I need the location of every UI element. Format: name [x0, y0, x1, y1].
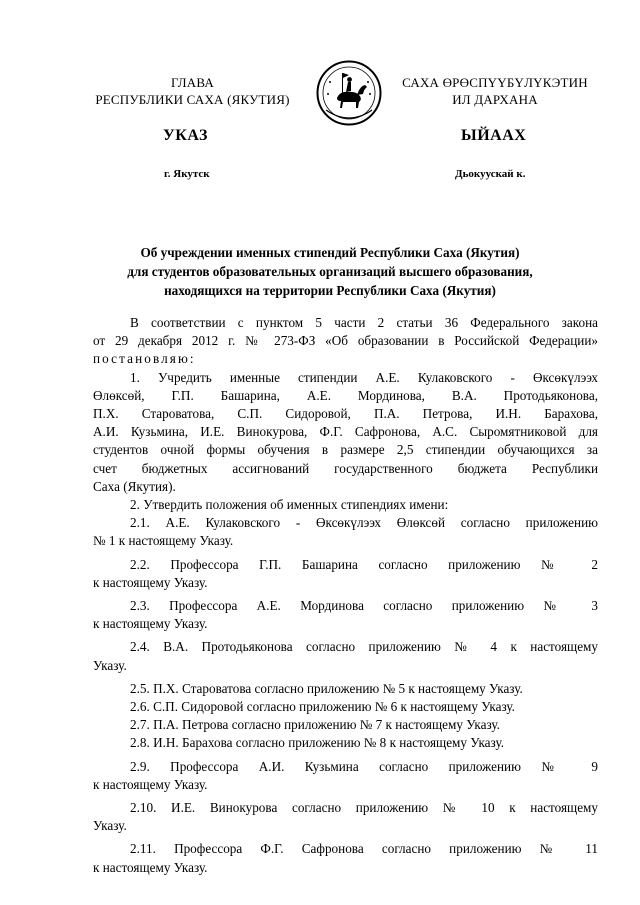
subitem-2-7: 2.7. П.А. Петрова согласно приложению № 7 к настоящему Указу.	[130, 717, 500, 733]
decree-body	[93, 314, 598, 877]
subitem-2-11-line2: к настоящему Указу.	[93, 859, 208, 875]
subitem-2-5: 2.5. П.Х. Староватова согласно приложению № 5 к настоящему Указу.	[130, 680, 523, 696]
subitem-2-1-line1: 2.1. А.Е. Кулаковского - Өксөкүлээх Өлөксөй согласно приложению	[130, 515, 598, 531]
subitem-2-8: 2.8. И.Н. Барахова согласно приложению № 8 к настоящему Указу.	[130, 735, 505, 751]
city-russian: г. Якутск	[164, 168, 210, 180]
subitem-2-3-line2: к настоящему Указу.	[93, 616, 208, 632]
city-yakut: Дьокуускай к.	[455, 168, 526, 180]
subitem-2-1-line2: № 1 к настоящему Указу.	[93, 533, 234, 549]
subitem-2-9-line2: к настоящему Указу.	[93, 776, 208, 792]
subitem-2-4-line1: 2.4. В.А. Протодьяконова согласно приложению № 4 к настоящему	[130, 639, 598, 655]
item1-line7: Саха (Якутия).	[93, 478, 176, 494]
title-line1: Об учреждении именных стипендий Республики Саха (Якутия)	[140, 245, 520, 260]
decree-title	[60, 243, 600, 300]
subitem-2-11-line1: 2.11. Профессора Ф.Г. Сафронова согласно приложению № 11	[130, 841, 598, 857]
item1-line5: студентов очной формы обучения в размере 2,5 стипендии обучающихся за	[93, 442, 598, 458]
header-left	[80, 74, 305, 108]
header-right-line2: ИЛ ДАРХАНА	[452, 92, 538, 107]
header-left-line2: РЕСПУБЛИКИ САХА (ЯКУТИЯ)	[95, 92, 290, 107]
preamble-line2: от 29 декабря 2012 г. № 273-ФЗ «Об образовании в Российской Федерации»	[93, 333, 598, 349]
item1-line6: счет бюджетных ассигнований государственного бюджета Республики	[93, 460, 598, 476]
header-right	[385, 74, 605, 108]
item1-line3: П.Х. Староватова, С.П. Сидоровой, П.А. Петрова, И.Н. Барахова,	[93, 406, 598, 422]
preamble-line1: В соответствии с пунктом 5 части 2 статьи 36 Федерального закона	[130, 315, 598, 330]
republic-sakha-emblem-icon	[316, 60, 382, 126]
doc-type-yakut: ЫЙААХ	[461, 127, 527, 144]
decree-word: постановляю:	[93, 351, 196, 367]
subitem-2-10-line2: Указу.	[93, 818, 127, 834]
subitem-2-6: 2.6. С.П. Сидоровой согласно приложению № 6 к настоящему Указу.	[130, 699, 515, 715]
subitem-2-10-line1: 2.10. И.Е. Винокурова согласно приложению № 10 к настоящему	[130, 800, 598, 816]
item2: 2. Утвердить положения об именных стипендиях имени:	[130, 497, 449, 513]
subitem-2-9-line1: 2.9. Профессора А.И. Кузьмина согласно приложению № 9	[130, 758, 598, 774]
item1-line1: 1. Учредить именные стипендии А.Е. Кулаковского - Өксөкүлээх	[130, 369, 598, 385]
subitem-2-2-line2: к настоящему Указу.	[93, 574, 208, 590]
item1-line4: А.И. Кузьмина, И.Е. Винокурова, Ф.Г. Сафронова, А.С. Сыромятниковой для	[93, 424, 598, 440]
title-line2: для студентов образовательных организаций высшего образования,	[127, 264, 533, 279]
title-line3: находящихся на территории Республики Саха (Якутия)	[164, 283, 496, 298]
doc-type-russian: УКАЗ	[163, 127, 208, 144]
item1-line2: Өлөксөй, Г.П. Башарина, А.Е. Мординова, В.А. Протодьяконова,	[93, 387, 598, 403]
subitem-2-4-line2: Указу.	[93, 657, 127, 673]
subitem-2-3-line1: 2.3. Профессора А.Е. Мординова согласно приложению № 3	[130, 598, 598, 614]
header-right-line1: САХА ӨРӨСПҮҮБҮЛҮКЭТИН	[402, 75, 588, 90]
subitem-2-2-line1: 2.2. Профессора Г.П. Башарина согласно приложению № 2	[130, 556, 598, 572]
header-left-line1: ГЛАВА	[171, 75, 214, 90]
